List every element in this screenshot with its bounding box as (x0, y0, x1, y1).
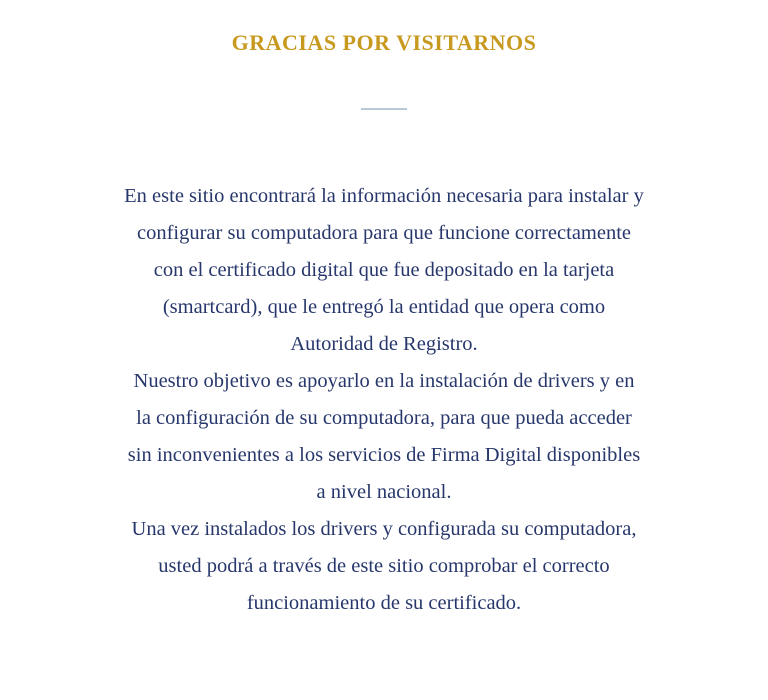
paragraph-verification: Una vez instalados los drivers y configurada su computadora, usted podrá a través de este sitio comprobar el correcto funcionamiento de su certificado. (131, 518, 637, 614)
title-divider (361, 108, 407, 110)
paragraph-objective: Nuestro objetivo es apoyarlo en la instalación de drivers y en la configuración de su computadora, para que pueda acceder sin inconvenientes a los servicios de Firma Digital disponibles a nivel nacional. (127, 370, 641, 503)
page-title: GRACIAS POR VISITARNOS (231, 30, 537, 55)
body-copy (124, 178, 644, 622)
paragraph-intro: En este sitio encontrará la información necesaria para instalar y configurar su computadora para que funcione correctamente con el certificado digital que fue depositado en la tarjeta (smartcard), que le entregó la entidad que opera como Autoridad de Registro. (124, 185, 644, 355)
